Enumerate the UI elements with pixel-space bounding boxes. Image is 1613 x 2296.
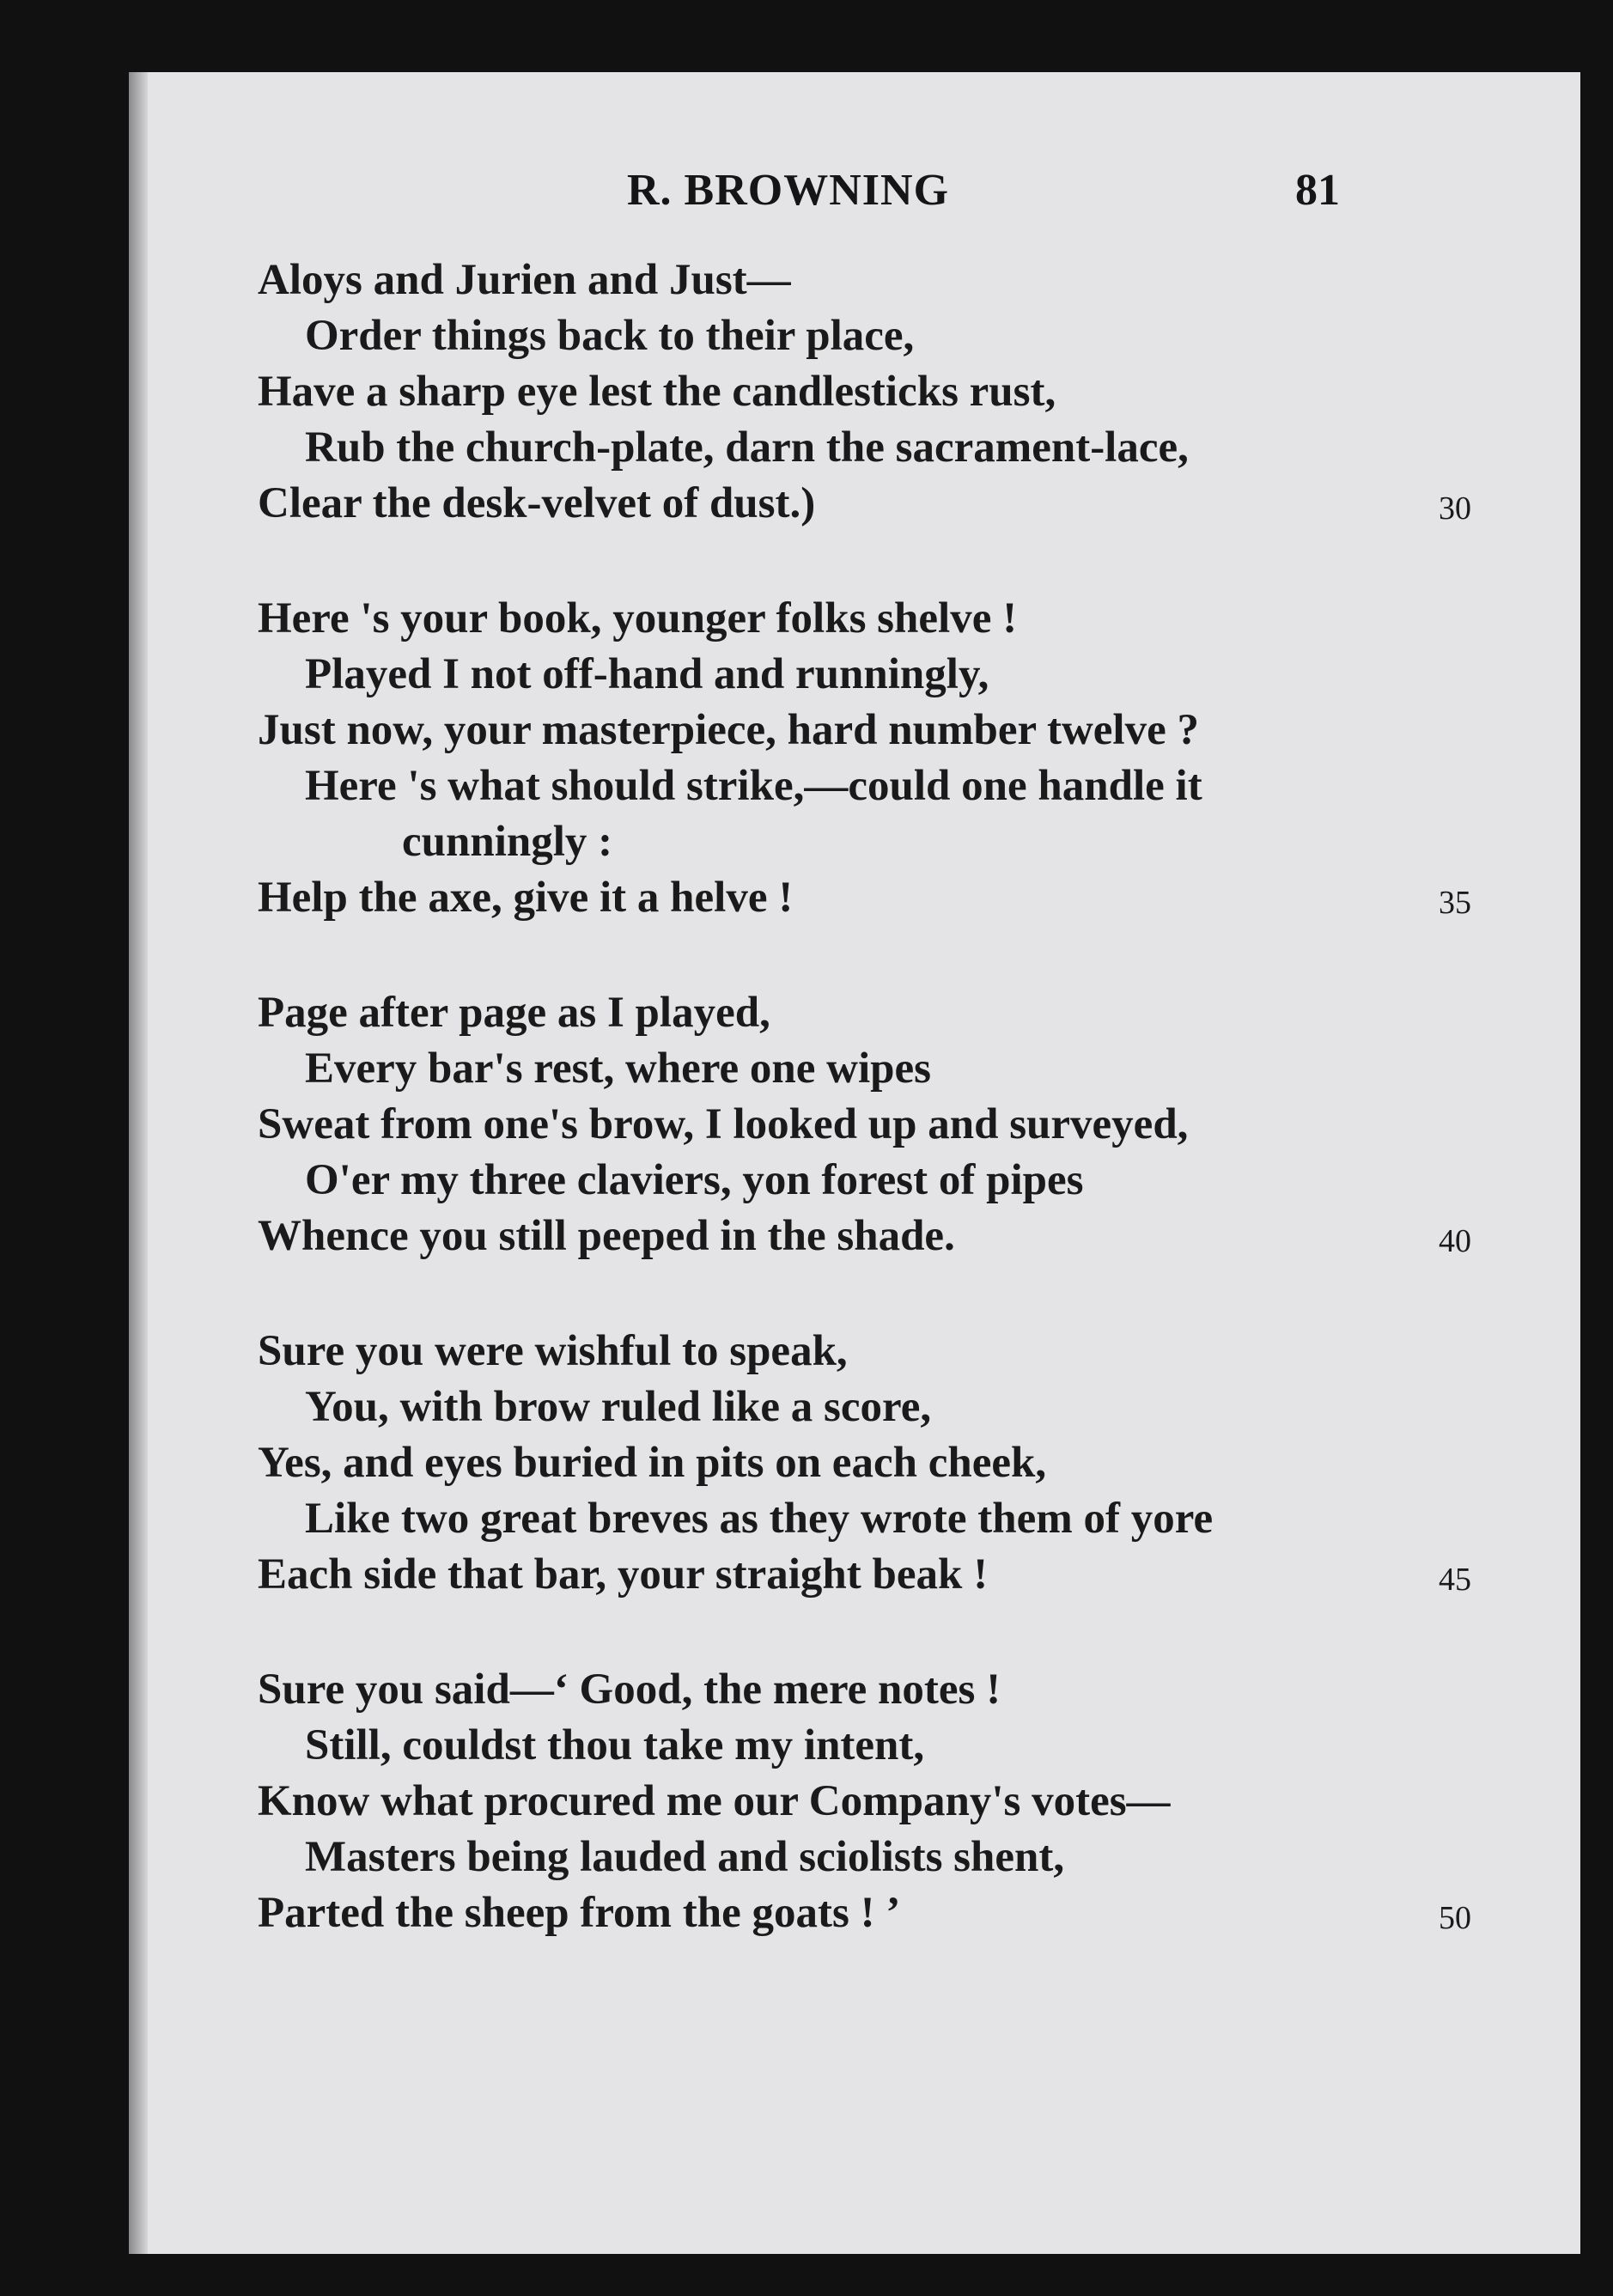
line-text: You, with brow ruled like a score,: [305, 1383, 932, 1431]
poem-line: [258, 1097, 1477, 1153]
line-text: O'er my three claviers, yon forest of pipes: [305, 1156, 1084, 1204]
page-gutter: [129, 72, 148, 2254]
stanza: [258, 253, 1477, 532]
poem-line: [258, 476, 1477, 532]
line-text: Whence you still peeped in the shade.: [258, 1212, 955, 1260]
stanza: [258, 985, 1477, 1264]
line-text: Yes, and eyes buried in pits on each cheek,: [258, 1439, 1047, 1487]
line-number: 30: [1439, 490, 1471, 527]
poem-line: [258, 591, 1477, 647]
poem-line: [258, 1209, 1477, 1264]
poem-line: [258, 870, 1477, 926]
line-text: Here 's your book, younger folks shelve !: [258, 594, 1018, 643]
poem-body: [258, 253, 1477, 2001]
poem-line: [258, 1491, 1477, 1547]
poem-line: [258, 308, 1477, 364]
stanza: [258, 591, 1477, 926]
line-number: 40: [1439, 1223, 1471, 1259]
line-text: Order things back to their place,: [305, 312, 915, 360]
poem-line: [258, 1153, 1477, 1209]
book-page: [129, 72, 1580, 2254]
poem-line: [258, 1662, 1477, 1718]
poem-line: [258, 1774, 1477, 1830]
poem-line: [258, 364, 1477, 420]
page-header: [129, 165, 1580, 234]
page-number: 81: [1295, 166, 1340, 215]
poem-line: [258, 253, 1477, 308]
poem-line: [258, 1718, 1477, 1774]
line-text: Sure you were wishful to speak,: [258, 1327, 848, 1375]
line-text: Sweat from one's brow, I looked up and surveyed,: [258, 1100, 1189, 1148]
line-text: Just now, your masterpiece, hard number twelve ?: [258, 706, 1199, 754]
line-text: Here 's what should strike,—could one handle it: [305, 762, 1202, 810]
poem-line: [258, 1547, 1477, 1603]
poem-line: [258, 814, 1477, 870]
poem-line: [258, 758, 1477, 814]
line-text: Played I not off-hand and runningly,: [305, 650, 989, 698]
line-number: 50: [1439, 1900, 1471, 1936]
poem-line: [258, 1830, 1477, 1885]
line-text: Rub the church-plate, darn the sacrament-lace,: [305, 423, 1189, 472]
poem-line: [258, 985, 1477, 1041]
line-text: Have a sharp eye lest the candlesticks rust,: [258, 368, 1056, 416]
line-text: Help the axe, give it a helve !: [258, 874, 794, 922]
line-number: 45: [1439, 1562, 1471, 1598]
line-text: Know what procured me our Company's votes—: [258, 1777, 1171, 1825]
poem-line: [258, 1041, 1477, 1097]
poem-line: [258, 647, 1477, 703]
line-text: cunningly :: [402, 818, 613, 866]
line-text: Aloys and Jurien and Just—: [258, 256, 791, 304]
poem-line: [258, 1435, 1477, 1491]
line-text: Still, couldst thou take my intent,: [305, 1721, 925, 1769]
stanza: [258, 1662, 1477, 1941]
line-text: Page after page as I played,: [258, 989, 770, 1037]
poem-line: [258, 1324, 1477, 1379]
running-title: R. BROWNING: [627, 166, 950, 215]
stanza: [258, 1324, 1477, 1603]
poem-line: [258, 1379, 1477, 1435]
line-number: 35: [1439, 885, 1471, 921]
line-text: Every bar's rest, where one wipes: [305, 1044, 932, 1093]
poem-line: [258, 420, 1477, 476]
line-text: Masters being lauded and sciolists shent,: [305, 1833, 1065, 1881]
line-text: Sure you said—‘ Good, the mere notes !: [258, 1666, 1001, 1714]
line-text: Clear the desk-velvet of dust.): [258, 479, 816, 527]
poem-line: [258, 1885, 1477, 1941]
poem-line: [258, 703, 1477, 758]
line-text: Each side that bar, your straight beak !: [258, 1550, 989, 1599]
line-text: Like two great breves as they wrote them of yore: [305, 1495, 1214, 1543]
line-text: Parted the sheep from the goats ! ’: [258, 1889, 901, 1937]
